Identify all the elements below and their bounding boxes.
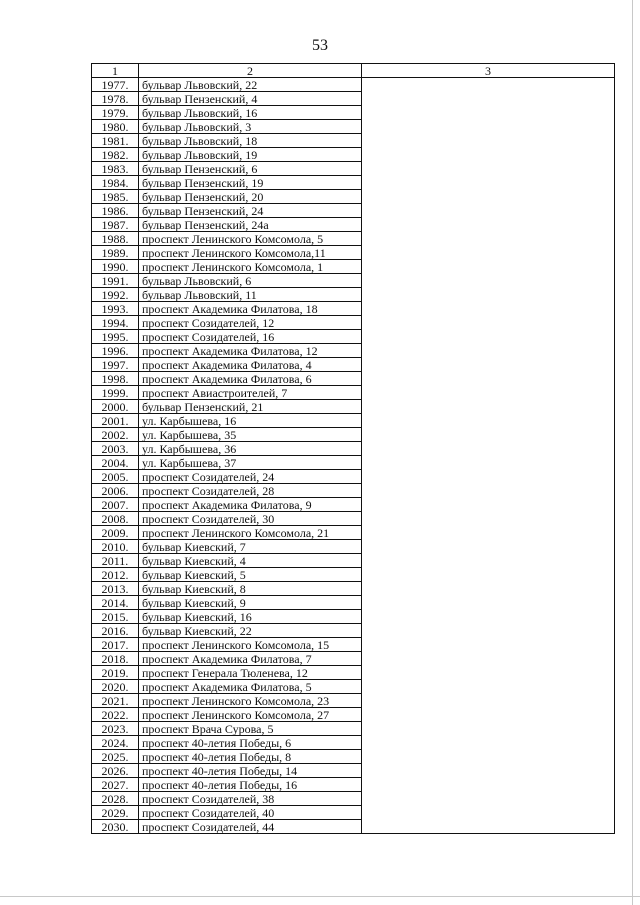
row-address: ул. Карбышева, 37 — [139, 456, 362, 470]
row-address: проспект Созидателей, 38 — [139, 792, 362, 806]
row-address: проспект Созидателей, 12 — [139, 316, 362, 330]
row-number: 2030. — [92, 820, 139, 834]
row-address: проспект Академика Филатова, 4 — [139, 358, 362, 372]
row-number: 2023. — [92, 722, 139, 736]
row-number: 2017. — [92, 638, 139, 652]
row-address: бульвар Киевский, 9 — [139, 596, 362, 610]
row-address: бульвар Львовский, 19 — [139, 148, 362, 162]
row-address: проспект Академика Филатова, 6 — [139, 372, 362, 386]
row-address: бульвар Киевский, 5 — [139, 568, 362, 582]
row-address: проспект Ленинского Комсомола, 15 — [139, 638, 362, 652]
row-address: проспект Ленинского Комсомола, 23 — [139, 694, 362, 708]
row-number: 1986. — [92, 204, 139, 218]
row-address: проспект Академика Филатова, 18 — [139, 302, 362, 316]
row-number: 2018. — [92, 652, 139, 666]
row-number: 2004. — [92, 456, 139, 470]
row-address: бульвар Киевский, 8 — [139, 582, 362, 596]
row-address: бульвар Киевский, 22 — [139, 624, 362, 638]
address-table — [91, 63, 615, 834]
row-number: 2020. — [92, 680, 139, 694]
row-number: 2026. — [92, 764, 139, 778]
row-address: проспект 40-летия Победы, 6 — [139, 736, 362, 750]
row-number: 2014. — [92, 596, 139, 610]
row-number: 2007. — [92, 498, 139, 512]
row-number: 2009. — [92, 526, 139, 540]
column-3-cell — [362, 78, 615, 834]
row-address: бульвар Пензенский, 20 — [139, 190, 362, 204]
row-number: 2019. — [92, 666, 139, 680]
row-address: проспект Врача Сурова, 5 — [139, 722, 362, 736]
row-number: 2022. — [92, 708, 139, 722]
row-number: 1982. — [92, 148, 139, 162]
row-address: бульвар Львовский, 16 — [139, 106, 362, 120]
row-address: бульвар Львовский, 6 — [139, 274, 362, 288]
row-address: проспект Академика Филатова, 12 — [139, 344, 362, 358]
row-number: 1985. — [92, 190, 139, 204]
row-number: 1978. — [92, 92, 139, 106]
scan-edge-right — [632, 0, 633, 905]
row-number: 1992. — [92, 288, 139, 302]
row-address: бульвар Киевский, 16 — [139, 610, 362, 624]
row-number: 2006. — [92, 484, 139, 498]
row-number: 2010. — [92, 540, 139, 554]
row-number: 1988. — [92, 232, 139, 246]
row-number: 2003. — [92, 442, 139, 456]
row-address: проспект Академика Филатова, 7 — [139, 652, 362, 666]
row-address: бульвар Пензенский, 24а — [139, 218, 362, 232]
row-address: бульвар Пензенский, 4 — [139, 92, 362, 106]
row-address: бульвар Львовский, 22 — [139, 78, 362, 92]
row-address: бульвар Пензенский, 6 — [139, 162, 362, 176]
row-number: 2011. — [92, 554, 139, 568]
row-number: 1980. — [92, 120, 139, 134]
row-address: бульвар Пензенский, 19 — [139, 176, 362, 190]
row-number: 2016. — [92, 624, 139, 638]
column-header-3: 3 — [362, 64, 615, 78]
row-number: 2012. — [92, 568, 139, 582]
row-number: 2029. — [92, 806, 139, 820]
row-number: 2002. — [92, 428, 139, 442]
row-address: проспект Ленинского Комсомола, 5 — [139, 232, 362, 246]
row-address: бульвар Львовский, 3 — [139, 120, 362, 134]
row-address: проспект Ленинского Комсомола,11 — [139, 246, 362, 260]
row-address: проспект Созидателей, 16 — [139, 330, 362, 344]
row-address: проспект Созидателей, 30 — [139, 512, 362, 526]
row-number: 2001. — [92, 414, 139, 428]
row-number: 1987. — [92, 218, 139, 232]
row-number: 2024. — [92, 736, 139, 750]
row-address: проспект Ленинского Комсомола, 21 — [139, 526, 362, 540]
row-address: бульвар Пензенский, 24 — [139, 204, 362, 218]
row-number: 1996. — [92, 344, 139, 358]
row-address: бульвар Львовский, 11 — [139, 288, 362, 302]
row-number: 2015. — [92, 610, 139, 624]
row-address: проспект Созидателей, 44 — [139, 820, 362, 834]
row-address: проспект Академика Филатова, 9 — [139, 498, 362, 512]
page-number: 53 — [312, 37, 328, 54]
row-number: 2000. — [92, 400, 139, 414]
scan-edge-bottom — [0, 896, 640, 897]
row-number: 2005. — [92, 470, 139, 484]
row-number: 1998. — [92, 372, 139, 386]
row-address: проспект Ленинского Комсомола, 27 — [139, 708, 362, 722]
row-number: 1984. — [92, 176, 139, 190]
row-number: 2028. — [92, 792, 139, 806]
row-number: 1994. — [92, 316, 139, 330]
row-address: проспект 40-летия Победы, 14 — [139, 764, 362, 778]
row-address: проспект Ленинского Комсомола, 1 — [139, 260, 362, 274]
row-address: проспект Генерала Тюленева, 12 — [139, 666, 362, 680]
row-address: проспект Авиастроителей, 7 — [139, 386, 362, 400]
row-number: 1977. — [92, 78, 139, 92]
row-number: 2013. — [92, 582, 139, 596]
row-address: проспект Созидателей, 24 — [139, 470, 362, 484]
row-address: бульвар Киевский, 4 — [139, 554, 362, 568]
row-number: 2021. — [92, 694, 139, 708]
row-number: 1999. — [92, 386, 139, 400]
row-address: проспект 40-летия Победы, 16 — [139, 778, 362, 792]
row-address: ул. Карбышева, 36 — [139, 442, 362, 456]
table-header-row — [92, 64, 615, 78]
row-address: бульвар Львовский, 18 — [139, 134, 362, 148]
row-number: 1991. — [92, 274, 139, 288]
row-number: 1983. — [92, 162, 139, 176]
row-number: 2027. — [92, 778, 139, 792]
row-number: 1993. — [92, 302, 139, 316]
row-number: 1981. — [92, 134, 139, 148]
row-number: 2025. — [92, 750, 139, 764]
row-number: 1990. — [92, 260, 139, 274]
row-address: ул. Карбышева, 16 — [139, 414, 362, 428]
row-address: бульвар Пензенский, 21 — [139, 400, 362, 414]
table-row — [92, 78, 615, 92]
row-address: проспект Созидателей, 40 — [139, 806, 362, 820]
row-address: проспект Академика Филатова, 5 — [139, 680, 362, 694]
row-address: ул. Карбышева, 35 — [139, 428, 362, 442]
column-header-2: 2 — [139, 64, 362, 78]
row-address: проспект 40-летия Победы, 8 — [139, 750, 362, 764]
row-number: 1979. — [92, 106, 139, 120]
row-address: бульвар Киевский, 7 — [139, 540, 362, 554]
row-number: 1995. — [92, 330, 139, 344]
row-number: 1997. — [92, 358, 139, 372]
column-header-1: 1 — [92, 64, 139, 78]
row-number: 2008. — [92, 512, 139, 526]
row-address: проспект Созидателей, 28 — [139, 484, 362, 498]
row-number: 1989. — [92, 246, 139, 260]
